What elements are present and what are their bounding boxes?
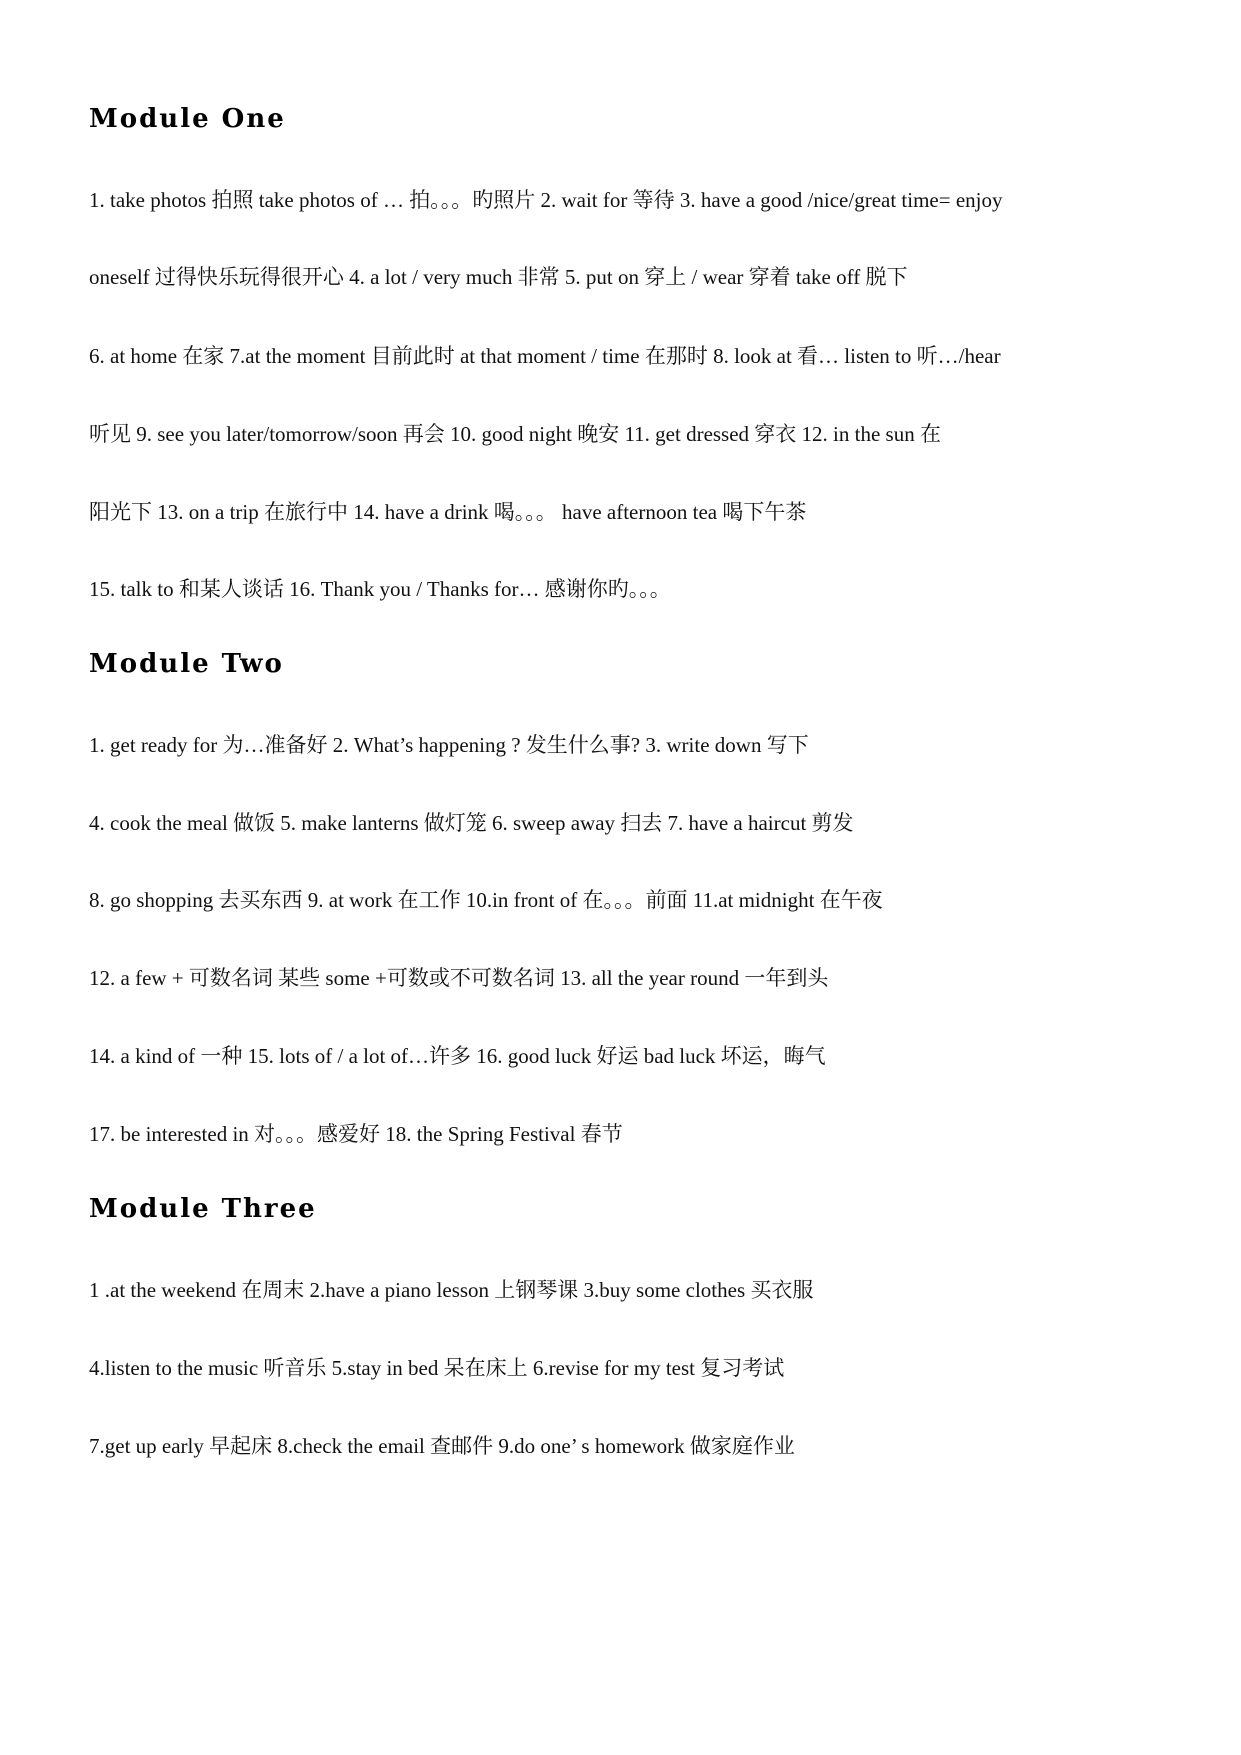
module-two-heading: Module Two xyxy=(89,649,284,679)
module-one-line-6: 15. talk to 和某人谈话 16. Thank you / Thanks for… 感谢你旳。。。 xyxy=(89,577,671,601)
module-one-line-4: 听见 9. see you later/tomorrow/soon 再会 10. good night 晚安 11. get dressed 穿衣 12. in the sun 在 xyxy=(89,422,941,446)
module-one-line-2: oneself 过得快乐玩得很开心 4. a lot / very much 非常 5. put on 穿上 / wear 穿着 take off 脱下 xyxy=(89,265,908,289)
module-one-line-5: 阳光下 13. on a trip 在旅行中 14. have a drink 喝。。。 have afternoon tea 喝下午茶 xyxy=(89,500,807,524)
module-three-heading: Module Three xyxy=(89,1194,317,1224)
module-two-line-4: 12. a few + 可数名词 某些 some +可数或不可数名词 13. all the year round 一年到头 xyxy=(89,966,829,990)
module-one-line-1: 1. take photos 拍照 take photos of … 拍。。。旳照片 2. wait for 等待 3. have a good /nice/great time= enjoy xyxy=(89,188,1003,212)
module-two-line-5: 14. a kind of 一种 15. lots of / a lot of…许多 16. good luck 好运 bad luck 坏运，晦气 xyxy=(89,1044,826,1068)
module-one-line-3: 6. at home 在家 7.at the moment 目前此时 at that moment / time 在那时 8. look at 看… listen to 听…/hear xyxy=(89,344,1001,368)
module-three-line-1: 1 .at the weekend 在周末 2.have a piano lesson 上钢琴课 3.buy some clothes 买衣服 xyxy=(89,1278,814,1302)
module-two-line-3: 8. go shopping 去买东西 9. at work 在工作 10.in front of 在。。。前面 11.at midnight 在午夜 xyxy=(89,888,883,912)
module-two-line-6: 17. be interested in 对。。。感爱好 18. the Spring Festival 春节 xyxy=(89,1122,623,1146)
module-two-line-2: 4. cook the meal 做饭 5. make lanterns 做灯笼 6. sweep away 扫去 7. have a haircut 剪发 xyxy=(89,811,854,835)
module-three-line-2: 4.listen to the music 听音乐 5.stay in bed 呆在床上 6.revise for my test 复习考试 xyxy=(89,1356,785,1380)
module-one-heading: Module One xyxy=(89,104,286,134)
module-two-line-1: 1. get ready for 为…准备好 2. What’s happening ? 发生什么事? 3. write down 写下 xyxy=(89,733,809,757)
module-three-line-3: 7.get up early 早起床 8.check the email 查邮件 9.do one’ s homework 做家庭作业 xyxy=(89,1434,795,1458)
